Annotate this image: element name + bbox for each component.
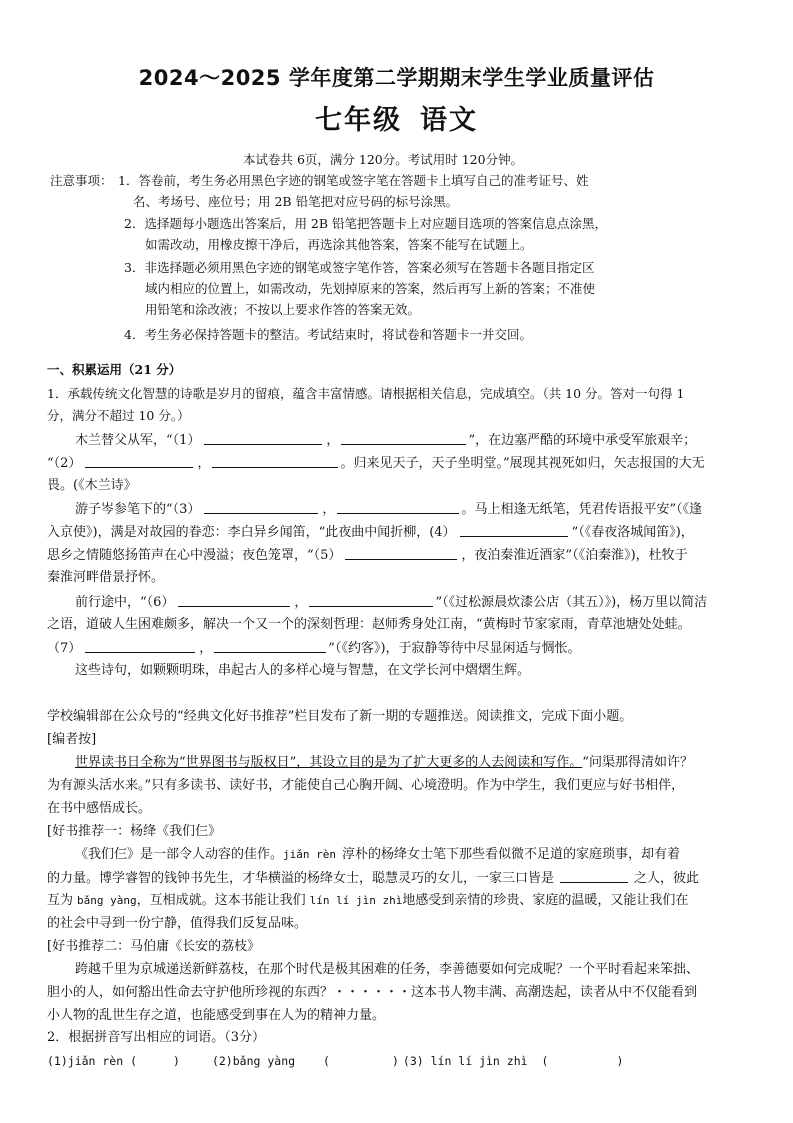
q2-prompt: 2．根据拼音写出相应的词语。（3分） bbox=[47, 1030, 266, 1045]
poem-para2-line2: 入京使》)，满是对故园的眷恋：李白异乡闻笛，“此夜曲中闻折柳，(4） ”（《春夜洛城闻笛》)， bbox=[47, 525, 694, 540]
subject-label: 语文 bbox=[420, 105, 478, 136]
poem-para3-line2: 之语，道破人生困难颇多，解决一个又一个的深刻哲理：赵师秀身处江南，“黄梅时节家家雨，青草池塘处处蛙。 bbox=[47, 617, 691, 632]
grade-label: 七年级 bbox=[315, 105, 402, 136]
notice-3a: 3．非选择题必须用黑色字迹的钢笔或签字笔作答，答案必须写在答题卡各题目指定区 bbox=[124, 260, 595, 275]
exam-title: 2024～2025 学年度第二学期期末学生学业质量评估 bbox=[138, 66, 655, 90]
answer-blank[interactable] bbox=[309, 594, 433, 607]
pinyin: jiǎn rèn bbox=[283, 848, 336, 861]
section-heading: 一、积累运用（21 分） bbox=[47, 362, 182, 377]
editor-note-label: [编者按] bbox=[47, 732, 97, 747]
poem-para1-line1: 木兰替父从军，“（1） ， ”，在边塞严酷的环境中承受军旅艰辛； bbox=[75, 433, 697, 448]
recommend-2-line3: 小人物的乱世生存之道，也能感受到事在人为的精神力量。 bbox=[47, 1008, 386, 1023]
notice-4: 4．考生务必保持答题卡的整洁。考试结束时，将试卷和答题卡一并交回。 bbox=[124, 327, 532, 342]
pinyin: lín lí jìn zhì bbox=[309, 894, 403, 907]
answer-blank[interactable] bbox=[460, 524, 568, 537]
editor-note-line1: 世界读书日全称为“世界图书与版权日”，其设立目的是为了扩大更多的人去阅读和写作。“问渠那得清如许？ bbox=[75, 755, 693, 770]
recommend-1-label: [好书推荐一：杨绛《我们仨》 bbox=[47, 824, 222, 839]
answer-blank[interactable] bbox=[560, 870, 628, 883]
pinyin: bǎng yàng bbox=[77, 894, 137, 907]
notice-label: 注意事项： bbox=[50, 173, 113, 188]
notice-1b: 名、考场号、座位号；用 2B 铅笔把对应号码的标号涂黑。 bbox=[133, 194, 459, 209]
answer-blank[interactable] bbox=[214, 640, 326, 653]
poem-para3-line1: 前行途中，“（6） ， ”（《过松源晨炊漆公店（其五）》)，杨万里以简洁 bbox=[75, 595, 708, 610]
answer-blank[interactable] bbox=[204, 432, 322, 445]
poem-para2-line4: 秦淮河畔借景抒怀。 bbox=[47, 570, 165, 585]
answer-blank[interactable] bbox=[345, 547, 457, 560]
recommend-2-label: [好书推荐二：马伯庸《长安的荔枝》 bbox=[47, 939, 261, 954]
answer-blank[interactable] bbox=[204, 501, 318, 514]
notice-2a: 2．选择题每小题选出答案后，用 2B 铅笔把答题卡上对应题目选项的答案信息点涂黑， bbox=[124, 216, 608, 231]
q1-line-a: 1．承载传统文化智慧的诗歌是岁月的留痕，蕴含丰富情感。请根据相关信息，完成填空。（共 10 分。答对一句得 1 bbox=[47, 386, 685, 401]
answer-blank[interactable] bbox=[85, 455, 193, 468]
poem-para1-line3: 畏。(《木兰诗》 bbox=[47, 478, 137, 493]
reading-intro: 学校编辑部在公众号的“经典文化好书推荐”栏目发布了新一期的专题推送。阅读推文，完成下面小题。 bbox=[47, 709, 633, 724]
recommend-1-line3: 互为 bǎng yàng，互相成就。这本书能让我们 lín lí jìn zhì地感受到亲情的珍贵、家庭的温暖，又能让我们在 bbox=[47, 893, 689, 908]
editor-note-line2: 为有源头活水来。”只有多读书、读好书，才能使自己心胸开阔、心境澄明。作为中学生，我们更应与好书相伴， bbox=[47, 778, 685, 793]
poem-para1-line2: “（2） ， 。归来见天子，天子坐明堂。”展现其视死如归，矢志报国的大无 bbox=[47, 456, 705, 471]
notice-3b: 域内相应的位置上，如需改动，先划掉原来的答案，然后再写上新的答案；不准使 bbox=[145, 281, 596, 296]
poem-para2-line1: 游子岑参笔下的“（3） ， 。马上相逢无纸笔，凭君传语报平安”（《逢 bbox=[75, 502, 703, 517]
recommend-2-line2: 胆小的人，如何豁出性命去守护他所珍视的东西？・・・・・・这本书人物丰满、高潮迭起，读者从中不仅能看到 bbox=[47, 985, 698, 1000]
recommend-1-line2: 的力量。博学睿智的钱钟书先生，才华横溢的杨绛女士，聪慧灵巧的女儿，一家三口皆是 之人，彼此 bbox=[47, 871, 700, 886]
answer-blank[interactable] bbox=[178, 594, 290, 607]
poem-para2-line3: 思乡之情随悠扬笛声在心中漫溢；夜色笼罩，“（5） ，夜泊秦淮近酒家”（《泊秦淮》)，杜牧于 bbox=[47, 548, 688, 563]
notice-1a: 1．答卷前，考生务必用黑色字迹的钢笔或签字笔在答题卡上填写自己的准考证号、姓 bbox=[118, 173, 589, 188]
recommend-1-line4: 的社会中寻到一份宁静，值得我们反复品味。 bbox=[47, 916, 308, 931]
answer-blank[interactable] bbox=[341, 432, 466, 445]
q2-answers: (1)jiǎn rèn ( ) (2)bǎng yàng ( ) (3) lín lí jìn zhì ( ) bbox=[47, 1054, 624, 1068]
q1-line-b: 分，满分不超过 10 分。） bbox=[47, 408, 190, 423]
poem-para3-line3: （7） ， ”（《约客》)，于寂静等待中尽显闲适与惆怅。 bbox=[47, 641, 581, 656]
exam-summary: 本试卷共 6页，满分 120分。考试用时 120分钟。 bbox=[243, 152, 524, 167]
underlined-sentence: 世界读书日全称为“世界图书与版权日”，其设立目的是为了扩大更多的人去阅读和写作。 bbox=[75, 755, 583, 770]
recommend-2-line1: 跨越千里为京城递送新鲜荔枝，在那个时代是极其困难的任务，李善德要如何完成呢？一个平时看起来笨拙、 bbox=[75, 962, 700, 977]
poem-para4: 这些诗句，如颗颗明珠，串起古人的多样心境与智慧，在文学长河中熠熠生辉。 bbox=[75, 663, 531, 678]
answer-blank[interactable] bbox=[337, 501, 459, 514]
exam-subtitle bbox=[0, 98, 793, 137]
notice-2b: 如需改动，用橡皮擦干净后，再选涂其他答案，答案不能写在试题上。 bbox=[145, 237, 533, 252]
recommend-1-line1: 《我们仨》是一部令人动容的佳作。jiǎn rèn 淳朴的杨绛女士笔下那些看似微不足道的家庭琐事，却有着 bbox=[75, 847, 681, 862]
editor-note-line3: 在书中感悟成长。 bbox=[47, 801, 152, 816]
answer-blank[interactable] bbox=[85, 640, 195, 653]
notice-3c: 用铅笔和涂改液；不按以上要求作答的答案无效。 bbox=[145, 302, 421, 317]
answer-blank[interactable] bbox=[212, 455, 338, 468]
